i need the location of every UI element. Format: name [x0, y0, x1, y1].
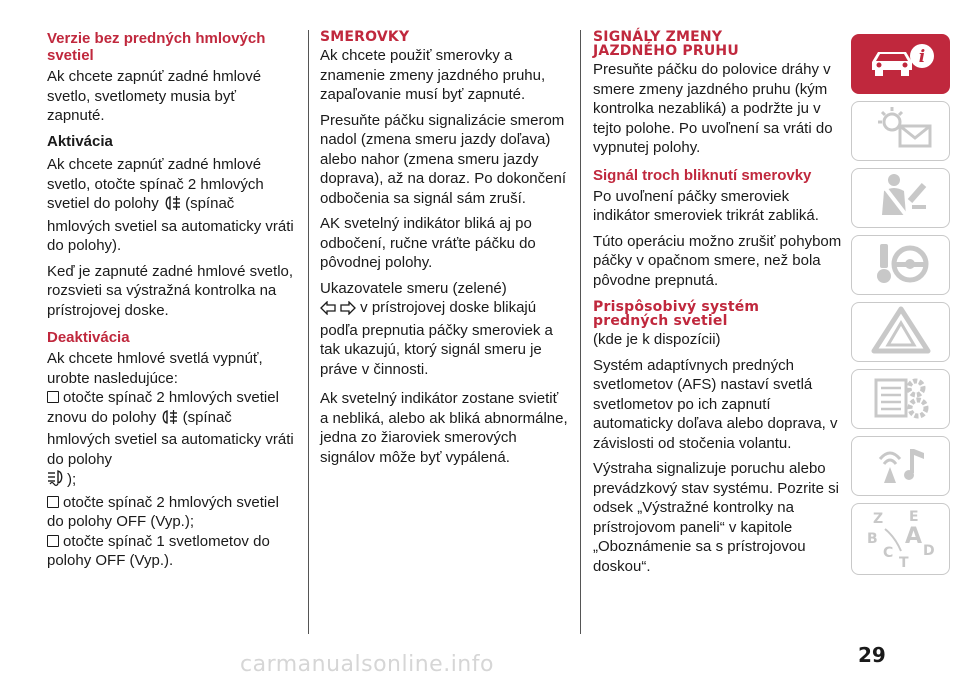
index-letter: A [904, 524, 922, 549]
page-number: 29 [858, 643, 886, 667]
tab-index[interactable] [851, 503, 950, 575]
paragraph: Ak chcete použiť smerovky a znamenie zmeny jazdného pruhu, zapaľovanie musí byť zapnuté. [320, 47, 546, 103]
list-item: otočte spínač 2 hmlových svetiel do polohy OFF (Vyp.); [47, 493, 279, 530]
watermark: carmanualsonline.info [240, 652, 494, 677]
paragraph: Ak svetelný indikátor zostane svietiť a nebliká, alebo ak bliká abnormálne, jedna zo žiaroviek smerových signálov môže byť vypálená. [320, 390, 568, 466]
tab-starting-driving[interactable] [851, 235, 950, 295]
list-item: otočte spínač 1 svetlometov do polohy OFF (Vyp.). [47, 532, 270, 569]
tab-car-info[interactable] [851, 34, 950, 94]
paragraph: Ak chcete zapnúť zadné hmlové svetlo, svetlomety musia byť zapnuté. [47, 68, 262, 124]
rear-fog-light-icon [160, 409, 178, 431]
column-divider [308, 30, 309, 634]
tab-safety[interactable] [851, 168, 950, 228]
tab-maintenance[interactable] [851, 369, 950, 429]
paragraph: Ak chcete zapnúť zadné hmlové svetlo, otočte spínač 2 hmlových svetiel do polohy (spínač hmlových svetiel sa automaticky vráti do polohy). [47, 156, 294, 254]
key-steering-icon [866, 238, 936, 293]
paragraph: Ukazovatele smeru (zelené) v prístrojovej doske blikajú podľa prepnutia páčky smeroviek a tak ukazujú, ktorý signál smeru je práve v činnosti. [320, 279, 553, 378]
index-letter: D [922, 543, 935, 559]
paragraph: Presuňte páčku do polovice dráhy v smere zmeny jazdného pruhu (kým kontrolka nezabliká) a podržte ju v tejto polohe. Po uvoľnení sa vráti do vypnutej polohy. [593, 61, 833, 156]
subheading-three-blinks: Signál troch bliknutí smerovky [593, 166, 812, 184]
index-letter: Z [872, 511, 883, 527]
section-title-lane-change: SIGNÁLY ZMENY JAZDNÉHO PRUHU [593, 29, 739, 59]
column-turn-signals [320, 30, 568, 473]
checkbox-bullet-icon [47, 391, 59, 403]
checkbox-bullet-icon [47, 535, 59, 547]
paragraph: Po uvoľnení páčky smeroviek indikátor smeroviek trikrát zabliká. [593, 187, 819, 224]
index-letter: T [898, 555, 909, 571]
heading-activation: Aktivácia [47, 132, 113, 150]
tab-multimedia[interactable] [851, 436, 950, 496]
multimedia-icon [866, 439, 936, 494]
list-item: otočte spínač 2 hmlových svetiel znovu do polohy (spínač hmlových svetiel sa automaticky vráti do polohy ); [47, 388, 297, 493]
paragraph: Ak chcete hmlové svetlá vypnúť, urobte nasledujúce: [47, 350, 263, 387]
paragraph: Keď je zapnuté zadné hmlové svetlo, rozsvieti sa výstražná kontrolka na prístrojovej doske. [47, 262, 294, 319]
fog-light-icon [47, 469, 67, 493]
index-icon [861, 507, 941, 571]
warning-triangle-icon [866, 305, 936, 360]
car-info-icon [866, 40, 936, 89]
column-divider [580, 30, 581, 634]
tab-emergency[interactable] [851, 302, 950, 362]
index-letter: B [866, 531, 878, 547]
maintenance-icon [866, 372, 936, 427]
paragraph: AK svetelný indikátor bliká aj po odbočení, ručne vráťte páčku do pôvodnej polohy. [320, 215, 536, 271]
index-letter: E [908, 509, 919, 525]
paragraph: Výstraha signalizuje poruchu alebo prevádzkový stav systému. Pozrite si odsek „Výstražné kontrolky na prístrojovom paneli“ v kapitole „Oboznámenie sa s prístrojovou doskou“. [593, 460, 839, 575]
tab-warning-lights[interactable] [851, 101, 950, 161]
turn-signal-arrows-icon [320, 301, 356, 321]
rear-fog-light-icon [163, 195, 181, 217]
subheading-no-front-fog: Verzie bez predných hmlových svetiel [47, 30, 266, 64]
paragraph: Systém adaptívnych predných svetlometov (AFS) nastaví svetlá svetlometov po ich zapnutí automaticky doľava alebo doprava, v závislosti od stočenia volantu. [593, 356, 838, 452]
section-title-afs: Prispôsobivý systém predných svetiel [593, 299, 760, 329]
section-title-turn-signals: SMEROVKY [320, 29, 410, 45]
svg-text:i: i [918, 46, 925, 67]
column-lane-change [593, 30, 843, 582]
subheading-deactivation: Deaktivácia [47, 329, 130, 346]
checkbox-bullet-icon [47, 496, 59, 508]
paragraph: Túto operáciu možno zrušiť pohybom páčky v opačnom smere, než bola pôvodne prepnutá. [593, 232, 842, 289]
warning-lights-icon [866, 104, 936, 159]
paragraph: (kde je k dispozícii) [593, 331, 721, 348]
seat-belt-icon [866, 171, 936, 226]
column-fog-lights [47, 30, 297, 571]
index-letter: C [882, 545, 893, 561]
paragraph: Presuňte páčku signalizácie smerom nadol (zmena smeru jazdy doľava) alebo nahor (zmena smeru jazdy doprava), až na doraz. Po dokončení odbočenia sa signál sám zruší. [320, 111, 566, 207]
